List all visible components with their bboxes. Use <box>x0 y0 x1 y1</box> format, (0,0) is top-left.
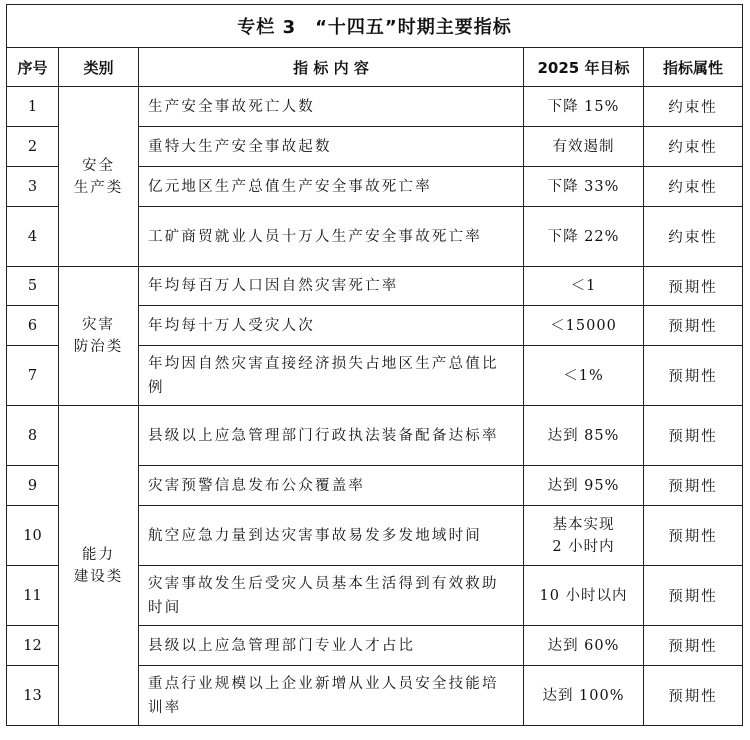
row-name: 工矿商贸就业人员十万人生产安全事故死亡率 <box>139 207 524 267</box>
row-index: 5 <box>7 267 59 306</box>
row-target: ＜15000 <box>524 306 644 346</box>
row-index: 6 <box>7 306 59 346</box>
row-index: 2 <box>7 127 59 167</box>
header-index: 序号 <box>7 48 59 87</box>
header-category: 类别 <box>59 48 139 87</box>
category-line: 防治类 <box>73 339 124 355</box>
row-attribute: 约束性 <box>644 127 743 167</box>
table-title: 专栏 3 “十四五”时期主要指标 <box>7 5 743 48</box>
row-attribute: 预期性 <box>644 566 743 626</box>
row-name: 年均每百万人口因自然灾害死亡率 <box>139 267 524 306</box>
row-target: ＜1% <box>524 346 644 406</box>
row-target: 10 小时以内 <box>524 566 644 626</box>
row-target: ＜1 <box>524 267 644 306</box>
row-name: 航空应急力量到达灾害事故易发多发地域时间 <box>139 506 524 566</box>
category-disaster <box>59 267 139 406</box>
row-name: 亿元地区生产总值生产安全事故死亡率 <box>139 167 524 207</box>
row-name: 县级以上应急管理部门专业人才占比 <box>139 626 524 666</box>
row-index: 13 <box>7 666 59 726</box>
row-target: 达到 85% <box>524 406 644 466</box>
row-attribute: 预期性 <box>644 346 743 406</box>
row-target: 下降 15% <box>524 87 644 127</box>
row-index: 3 <box>7 167 59 207</box>
row-index: 8 <box>7 406 59 466</box>
category-line: 生产类 <box>73 179 124 196</box>
row-target: 下降 22% <box>524 207 644 267</box>
row-index: 1 <box>7 87 59 127</box>
row-index: 12 <box>7 626 59 666</box>
row-attribute: 预期性 <box>644 626 743 666</box>
row-attribute: 预期性 <box>644 666 743 726</box>
table-row <box>7 267 743 306</box>
category-capacity <box>59 406 139 726</box>
row-attribute: 预期性 <box>644 406 743 466</box>
row-target: 达到 100% <box>524 666 644 726</box>
row-attribute: 约束性 <box>644 167 743 207</box>
indicator-table <box>6 4 743 726</box>
category-line: 安全 <box>82 157 115 174</box>
header-row <box>7 48 743 87</box>
row-name: 年均因自然灾害直接经济损失占地区生产总值比例 <box>139 346 524 406</box>
row-attribute: 约束性 <box>644 207 743 267</box>
row-attribute: 预期性 <box>644 506 743 566</box>
category-line: 能力 <box>82 546 115 563</box>
category-line: 建设类 <box>73 568 124 585</box>
row-index: 10 <box>7 506 59 566</box>
header-target: 2025 年目标 <box>524 48 644 87</box>
row-attribute: 约束性 <box>644 87 743 127</box>
row-name: 重特大生产安全事故起数 <box>139 127 524 167</box>
row-target: 基本实现 2 小时内 <box>524 506 644 566</box>
row-name: 生产安全事故死亡人数 <box>139 87 524 127</box>
row-index: 11 <box>7 566 59 626</box>
header-attribute: 指标属性 <box>644 48 743 87</box>
category-safety <box>59 87 139 267</box>
row-target: 有效遏制 <box>524 127 644 167</box>
header-content: 指 标 内 容 <box>139 48 524 87</box>
row-index: 7 <box>7 346 59 406</box>
row-name: 年均每十万人受灾人次 <box>139 306 524 346</box>
row-target: 达到 60% <box>524 626 644 666</box>
row-name: 灾害预警信息发布公众覆盖率 <box>139 466 524 506</box>
row-attribute: 预期性 <box>644 267 743 306</box>
row-name: 县级以上应急管理部门行政执法装备配备达标率 <box>139 406 524 466</box>
row-target: 下降 33% <box>524 167 644 207</box>
row-attribute: 预期性 <box>644 466 743 506</box>
row-attribute: 预期性 <box>644 306 743 346</box>
row-name: 灾害事故发生后受灾人员基本生活得到有效救助时间 <box>139 566 524 626</box>
category-line: 灾害 <box>82 317 115 333</box>
row-name: 重点行业规模以上企业新增从业人员安全技能培训率 <box>139 666 524 726</box>
row-target: 达到 95% <box>524 466 644 506</box>
table-row <box>7 406 743 466</box>
row-index: 9 <box>7 466 59 506</box>
row-index: 4 <box>7 207 59 267</box>
table-row <box>7 87 743 127</box>
